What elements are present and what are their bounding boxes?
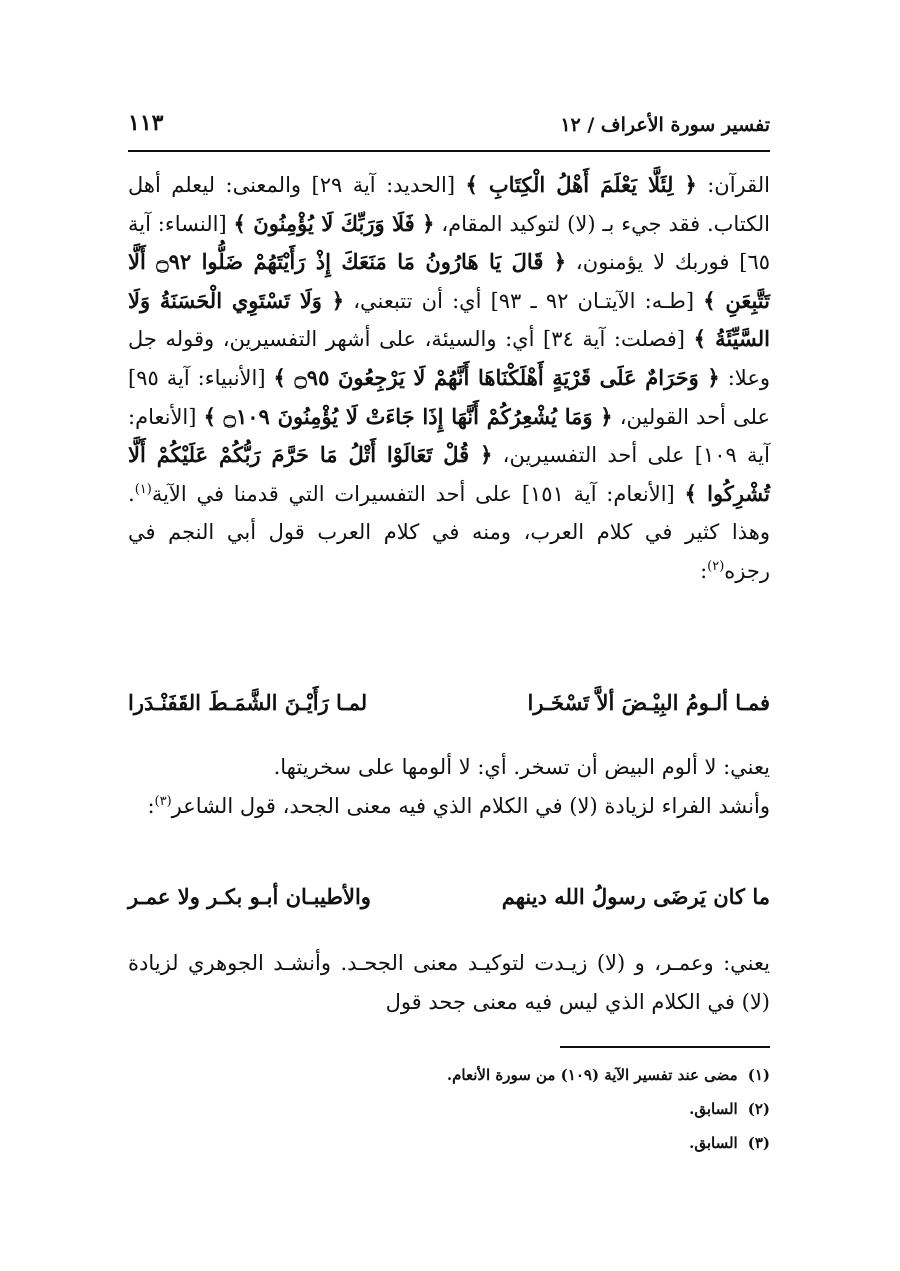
footnote-rule xyxy=(560,1046,770,1048)
page-number: ١١٣ xyxy=(128,110,164,136)
text-run: [طـه: الآيتـان ٩٢ ـ ٩٣] أي: أن تتبعني، xyxy=(344,288,704,313)
header-rule xyxy=(128,150,770,152)
text-run: : xyxy=(700,558,708,583)
paragraph-line: يعني: لا ألوم البيض أن تسخر. أي: لا ألومها على سخريتها. xyxy=(273,755,770,779)
quran-quote: ﴿ قَالَ يَا هَارُونُ مَا مَنَعَكَ إِذْ رَأَيْتَهُمْ ضَلُّوا ۝٩٢ أَلَّا تَتَّبِعَنِ ﴾ xyxy=(128,249,770,313)
text-run: القرآن: xyxy=(696,173,770,197)
verse-hemistich-right: ما كان يَرضَى رسولُ الله دينهم xyxy=(501,884,770,909)
quran-quote: ﴿ وَلَا تَسْتَوِي الْحَسَنَةُ وَلَا السَّيِّئَةُ ﴾ xyxy=(128,287,770,352)
verse-hemistich-right: فمـا ألـومُ البِيْـضَ ألاَّ تَسْخَـرا xyxy=(527,690,770,715)
text-run: [فصلت: آية ٣٤] أي: والسيئة، على أشهر التفسيرين، وقوله جل وعلا: xyxy=(128,327,770,390)
footnote-number: (٣) xyxy=(747,1134,770,1152)
footnote-item xyxy=(128,1092,770,1126)
footnote-number: (١) xyxy=(747,1066,770,1084)
paragraph-line: وأنشد الفراء لزيادة (لا) في الكلام الذي فيه معنى الجحد، قول الشاعر xyxy=(171,793,770,818)
poetry-verse-1 xyxy=(128,690,770,730)
running-title: تفسير سورة الأعراف / ١٢ xyxy=(560,114,770,136)
footnote-number: (٢) xyxy=(747,1100,770,1118)
quran-quote: ﴿ لِئَلَّا يَعْلَمَ أَهْلُ الْكِتَابِ ﴾ xyxy=(465,172,697,197)
footnote-ref: (٣) xyxy=(154,793,172,809)
verse-hemistich-left: والأطيبـان أبـو بكـر ولا عمـر xyxy=(128,884,371,909)
paragraph-3 xyxy=(128,944,770,1021)
footnote-text: السابق. xyxy=(689,1100,738,1118)
text-run: . وهذا كثير في كلام العرب، ومنه في كلام العرب قول أبي النجم في رجزه xyxy=(128,481,770,583)
footnote-text: السابق. xyxy=(689,1134,738,1152)
footnotes xyxy=(128,1058,770,1160)
main-paragraph xyxy=(128,166,770,591)
text-run: [النساء: آية ٦٥] فوربك لا يؤمنون، xyxy=(128,211,771,275)
text-run: [الأنعام: آية ١٠٩] على أحد التفسيرين، xyxy=(128,404,770,468)
footnote-item xyxy=(128,1126,770,1160)
poetry-verse-2 xyxy=(128,884,770,924)
quran-quote: ﴿ فَلَا وَرَبِّكَ لَا يُؤْمِنُونَ ﴾ xyxy=(233,210,435,236)
quran-quote: ﴿ وَحَرَامٌ عَلَى قَرْيَةٍ أَهْلَكْنَاهَا أَنَّهُمْ لَا يَرْجِعُونَ ۝٩٥ ﴾ xyxy=(273,364,720,390)
verse-hemistich-left: لمـا رَأَيْـنَ الشَّمَـطَ القَفَنْـدَرا xyxy=(128,690,368,715)
quran-quote: ﴿ وَمَا يُشْعِرُكُمْ أَنَّهَا إِذَا جَاءَتْ لَا يُؤْمِنُونَ ۝١٠٩ ﴾ xyxy=(203,403,613,429)
quran-quote: ﴿ قُلْ تَعَالَوْا أَتْلُ مَا حَرَّمَ رَبُّكُمْ عَلَيْكُمْ أَلَّا تُشْرِكُوا ﴾ xyxy=(128,442,771,506)
paragraph-line: يعني: وعمـر، و (لا) زيـدت لتوكيـد معنى الجحـد. وأنشـد الجوهري لزيادة (لا) في الكلام الذي ليس فيه معنى جحد قول xyxy=(128,951,770,1014)
footnote-ref: (٢) xyxy=(707,558,725,574)
footnote-text: مضى عند تفسير الآية (١٠٩) من سورة الأنعام. xyxy=(446,1066,738,1084)
footnote-ref: (١) xyxy=(134,481,152,497)
paragraph-2 xyxy=(128,748,770,825)
text-run: [الحديد: آية ٢٩] والمعنى: ليعلم أهل الكتاب. فقد جيء بـ (لا) لتوكيد المقام، xyxy=(128,173,770,236)
text-run: [الأنعام: آية ١٥١] على أحد التفسيرات التي قدمنا في الآية xyxy=(151,481,685,506)
text-run: [الأنبياء: آية ٩٥] على أحد القولين، xyxy=(128,365,770,429)
footnote-item xyxy=(128,1058,770,1092)
text-run: : xyxy=(147,793,155,818)
page-header xyxy=(128,108,770,148)
